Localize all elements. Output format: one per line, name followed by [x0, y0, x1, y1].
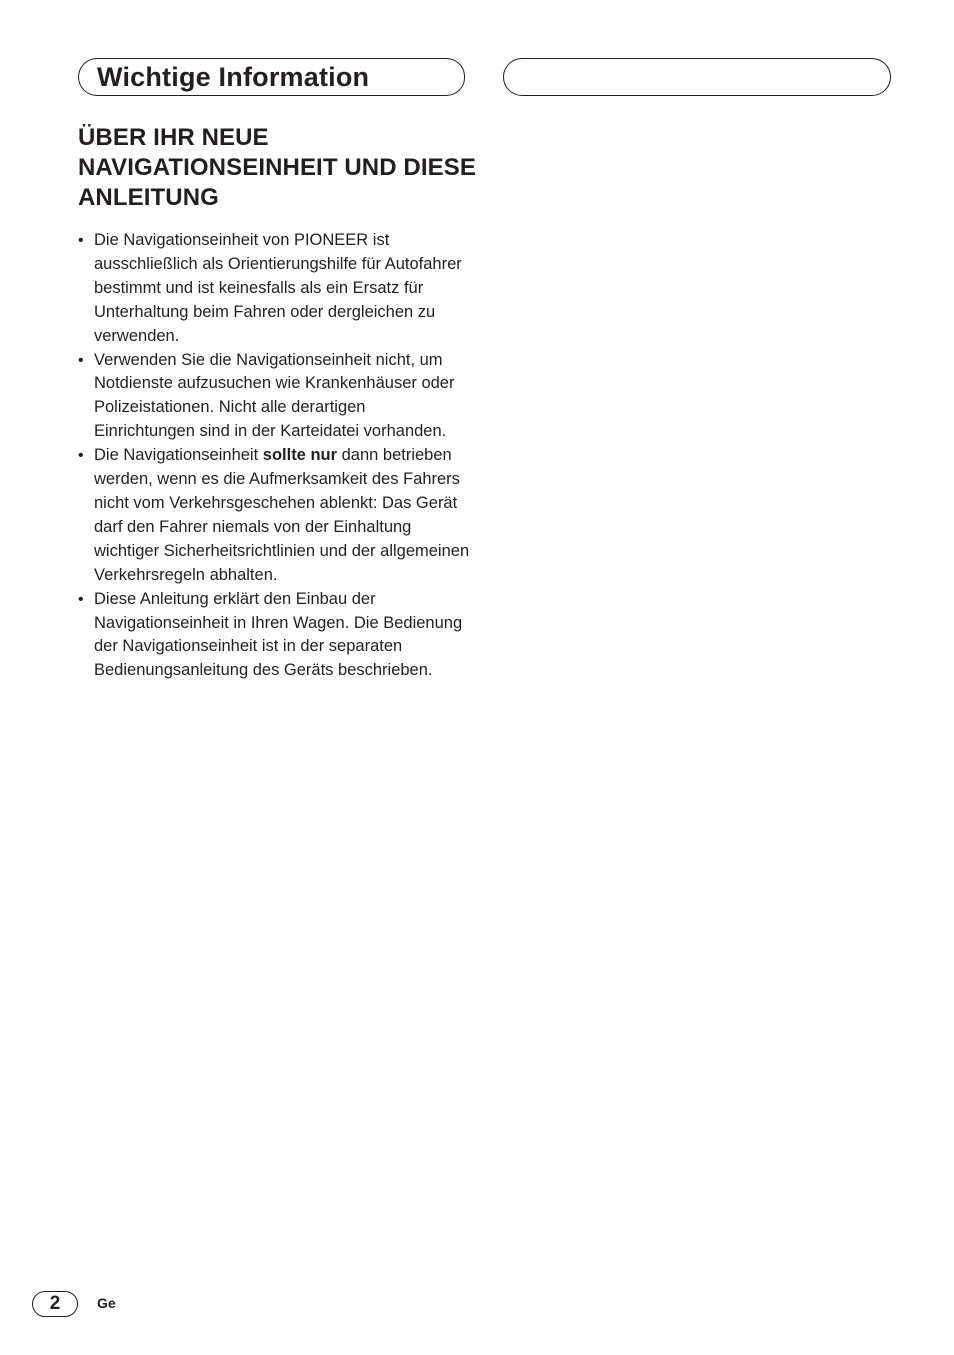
bullet-item-1: [78, 229, 470, 349]
bullet-list: [78, 229, 470, 683]
section-heading: ÜBER IHR NEUE NAVIGATIONSEINHEIT UND DIESE ANLEITUNG: [78, 124, 476, 211]
language-code: Ge: [97, 1295, 116, 1311]
bullet-icon: •: [78, 351, 84, 369]
bullet-text-emphasis: sollte nur: [262, 446, 338, 465]
bullet-item-2: [78, 349, 470, 445]
bullet-item-4: [78, 588, 470, 684]
bullet-item-3: [78, 444, 470, 587]
page-number: 2: [49, 1293, 61, 1314]
bullet-text: Die Navigationseinheit von PIONEER ist ausschließlich als Orientierungshilfe für Autofahrer bestimmt und ist keinesfalls als ein Ersatz für Unterhaltung beim Fahren oder dergleichen zu verwenden.: [94, 231, 462, 345]
bullet-icon: •: [78, 590, 84, 608]
page-number-badge: [32, 1291, 78, 1317]
bullet-text-end: dann betrieben werden, wenn es die Aufmerksamkeit des Fahrers nicht vom Verkehrsgeschehen ablenkt: Das Gerät darf den Fahrer niemals von der Einhaltung wichtiger Sicherheitsrichtlinien und der allgemeinen Verkehrsregeln abhalten.: [94, 446, 470, 584]
section-header-box: [78, 58, 465, 96]
section-header-empty-box: [503, 58, 891, 96]
bullet-icon: •: [78, 232, 84, 249]
bullet-icon: •: [78, 447, 84, 465]
bullet-text: Diese Anleitung erklärt den Einbau der Navigationseinheit in Ihren Wagen. Die Bedienung der Navigationseinheit ist in der separaten Bedienungsanleitung des Geräts beschrieben.: [94, 589, 463, 680]
section-header-title: Wichtige Information: [97, 62, 370, 92]
bullet-text: Verwenden Sie die Navigationseinheit nicht, um Notdienste aufzusuchen wie Krankenhäuser oder Polizeistationen. Nicht alle derartigen Einrichtungen sind in der Karteidatei vorhanden.: [94, 350, 455, 441]
bullet-text-start: Die Navigationseinheit: [94, 446, 263, 465]
